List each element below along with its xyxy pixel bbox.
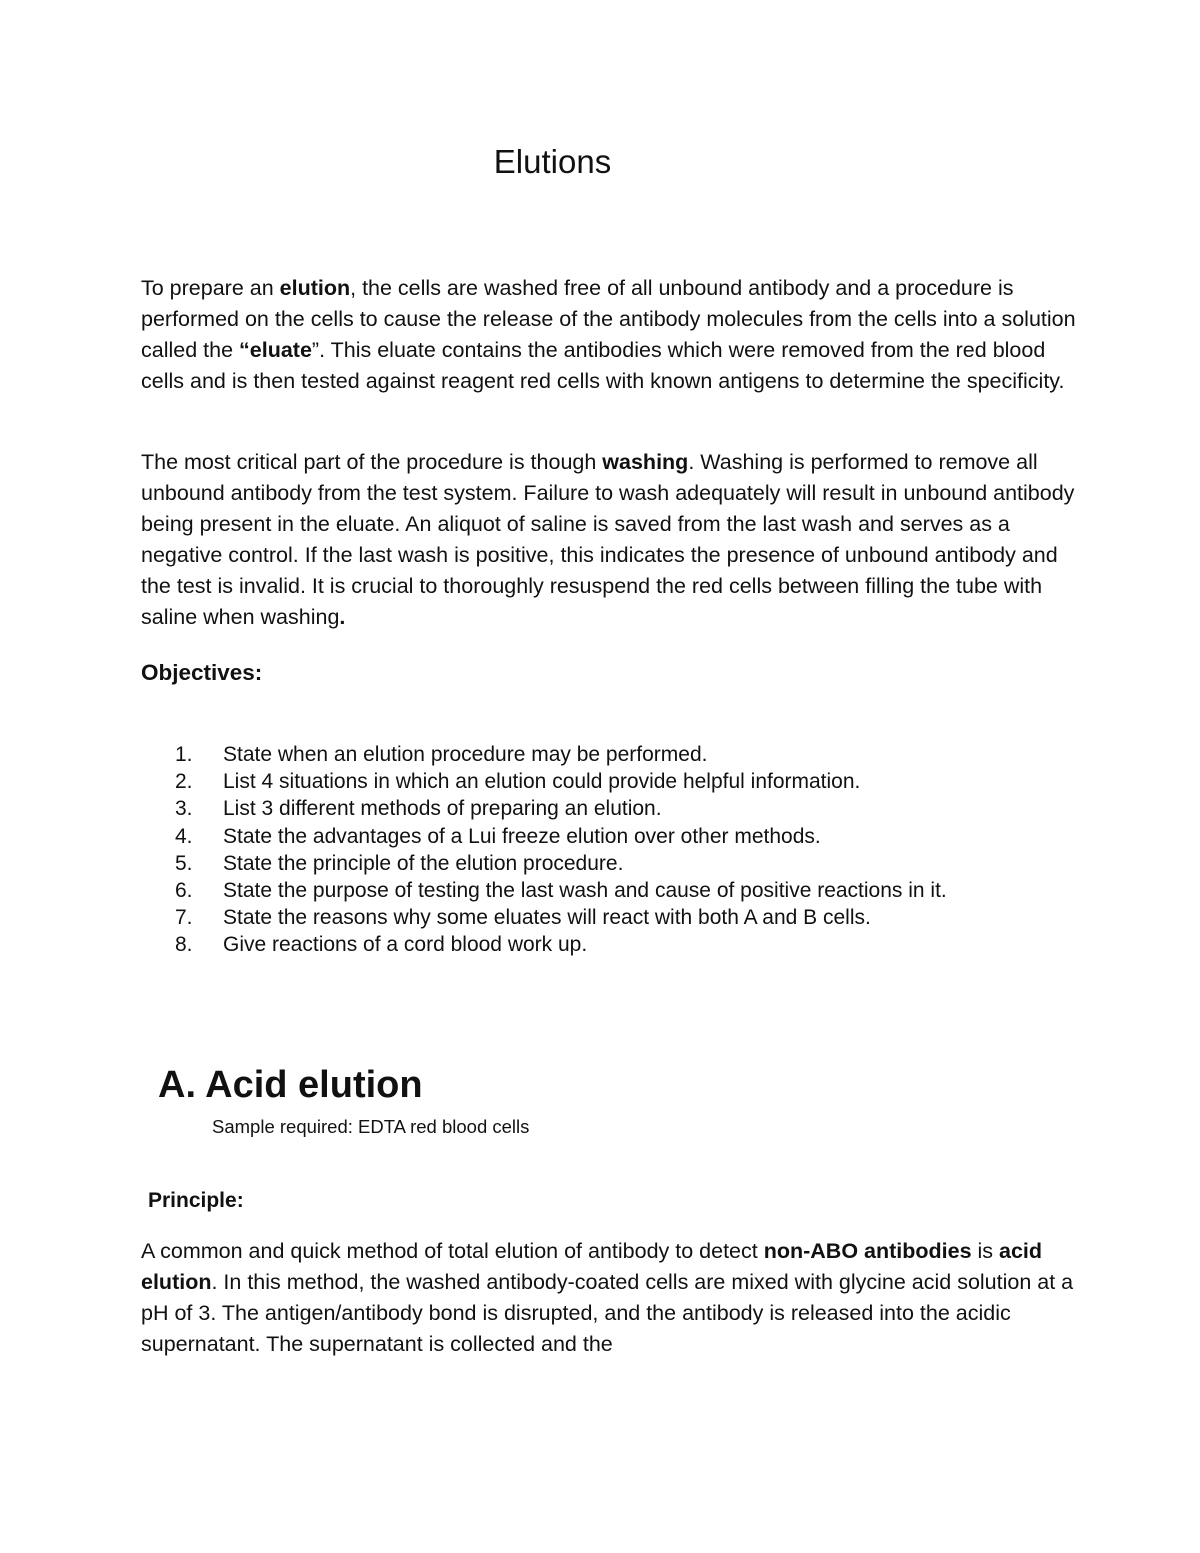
principle-text-2: is xyxy=(971,1239,1000,1263)
list-item xyxy=(141,768,1101,795)
principle-bold-non-abo: non-ABO antibodies xyxy=(763,1239,972,1263)
sample-required-text: Sample required: EDTA red blood cells xyxy=(212,1116,530,1137)
washing-bold-washing: washing xyxy=(602,450,689,474)
list-item xyxy=(141,877,1101,904)
list-item-text: State the advantages of a Lui freeze elution over other methods. xyxy=(223,824,821,848)
intro-paragraph xyxy=(141,273,1081,397)
list-item-number: 5. xyxy=(175,851,193,875)
intro-bold-eluate: “eluate xyxy=(239,338,312,362)
list-item xyxy=(141,904,1101,931)
list-item-text: State the reasons why some eluates will react with both A and B cells. xyxy=(223,906,871,930)
intro-bold-elution: elution xyxy=(279,276,351,300)
list-item-text: State when an elution procedure may be performed. xyxy=(223,743,708,766)
page-title: Elutions xyxy=(493,143,612,180)
intro-text-2: , the cells are washed free of all unbound antibody and a procedure is performed on the cells to cause the release of the antibody molecules from the cells into a solution called the xyxy=(141,276,1076,362)
washing-bold-period: . xyxy=(339,605,346,629)
washing-paragraph xyxy=(141,447,1081,633)
list-item xyxy=(141,931,1101,958)
list-item-number: 4. xyxy=(175,824,193,848)
acid-elution-heading: A. Acid elution xyxy=(158,1064,423,1106)
list-item-text: State the purpose of testing the last wash and cause of positive reactions in it. xyxy=(223,879,947,903)
list-item xyxy=(141,795,1101,822)
list-item-number: 3. xyxy=(175,797,193,821)
principle-paragraph xyxy=(141,1236,1081,1360)
list-item-text: List 3 different methods of preparing an elution. xyxy=(223,797,662,821)
list-item-text: Give reactions of a cord blood work up. xyxy=(223,933,588,957)
list-item xyxy=(141,850,1101,877)
principle-heading: Principle: xyxy=(148,1189,244,1212)
list-item-text: List 4 situations in which an elution could provide helpful information. xyxy=(223,770,861,794)
list-item-number: 2. xyxy=(175,770,193,794)
intro-text-3: ”. This eluate contains the antibodies which were removed from the red blood cells and is then tested against reagent red cells with known antigens to determine the specificity. xyxy=(141,338,1065,393)
objectives-heading: Objectives: xyxy=(141,660,263,685)
list-item-number: 1. xyxy=(175,743,193,766)
list-item xyxy=(141,741,1101,768)
list-item-number: 6. xyxy=(175,879,193,903)
objectives-list xyxy=(141,741,1101,959)
washing-text-1: The most critical part of the procedure is though xyxy=(141,450,603,474)
list-item-text: State the principle of the elution procedure. xyxy=(223,851,624,875)
washing-text-2: . Washing is performed to remove all unbound antibody from the test system. Failure to wash adequately will result in unbound antibody being present in the eluate. An aliquot of saline is saved from the last wash and serves as a negative control. If the last wash is positive, this indicates the presence of unbound antibody and the test is invalid. It is crucial to thoroughly resuspend the red cells between filling the tube with saline when washing xyxy=(141,450,1075,629)
principle-bold-acid-elution: acid elution xyxy=(141,1239,1043,1294)
list-item-number: 8. xyxy=(175,933,193,957)
principle-text-1: A common and quick method of total elution of antibody to detect xyxy=(141,1239,764,1263)
principle-text-3: . In this method, the washed antibody-coated cells are mixed with glycine acid solution at a pH of 3. The antigen/antibody bond is disrupted, and the antibody is released into the acidic supernatant. The supernatant is collected and the xyxy=(141,1270,1074,1356)
intro-text-1: To prepare an xyxy=(141,276,280,300)
list-item-number: 7. xyxy=(175,906,193,930)
list-item xyxy=(141,823,1101,850)
